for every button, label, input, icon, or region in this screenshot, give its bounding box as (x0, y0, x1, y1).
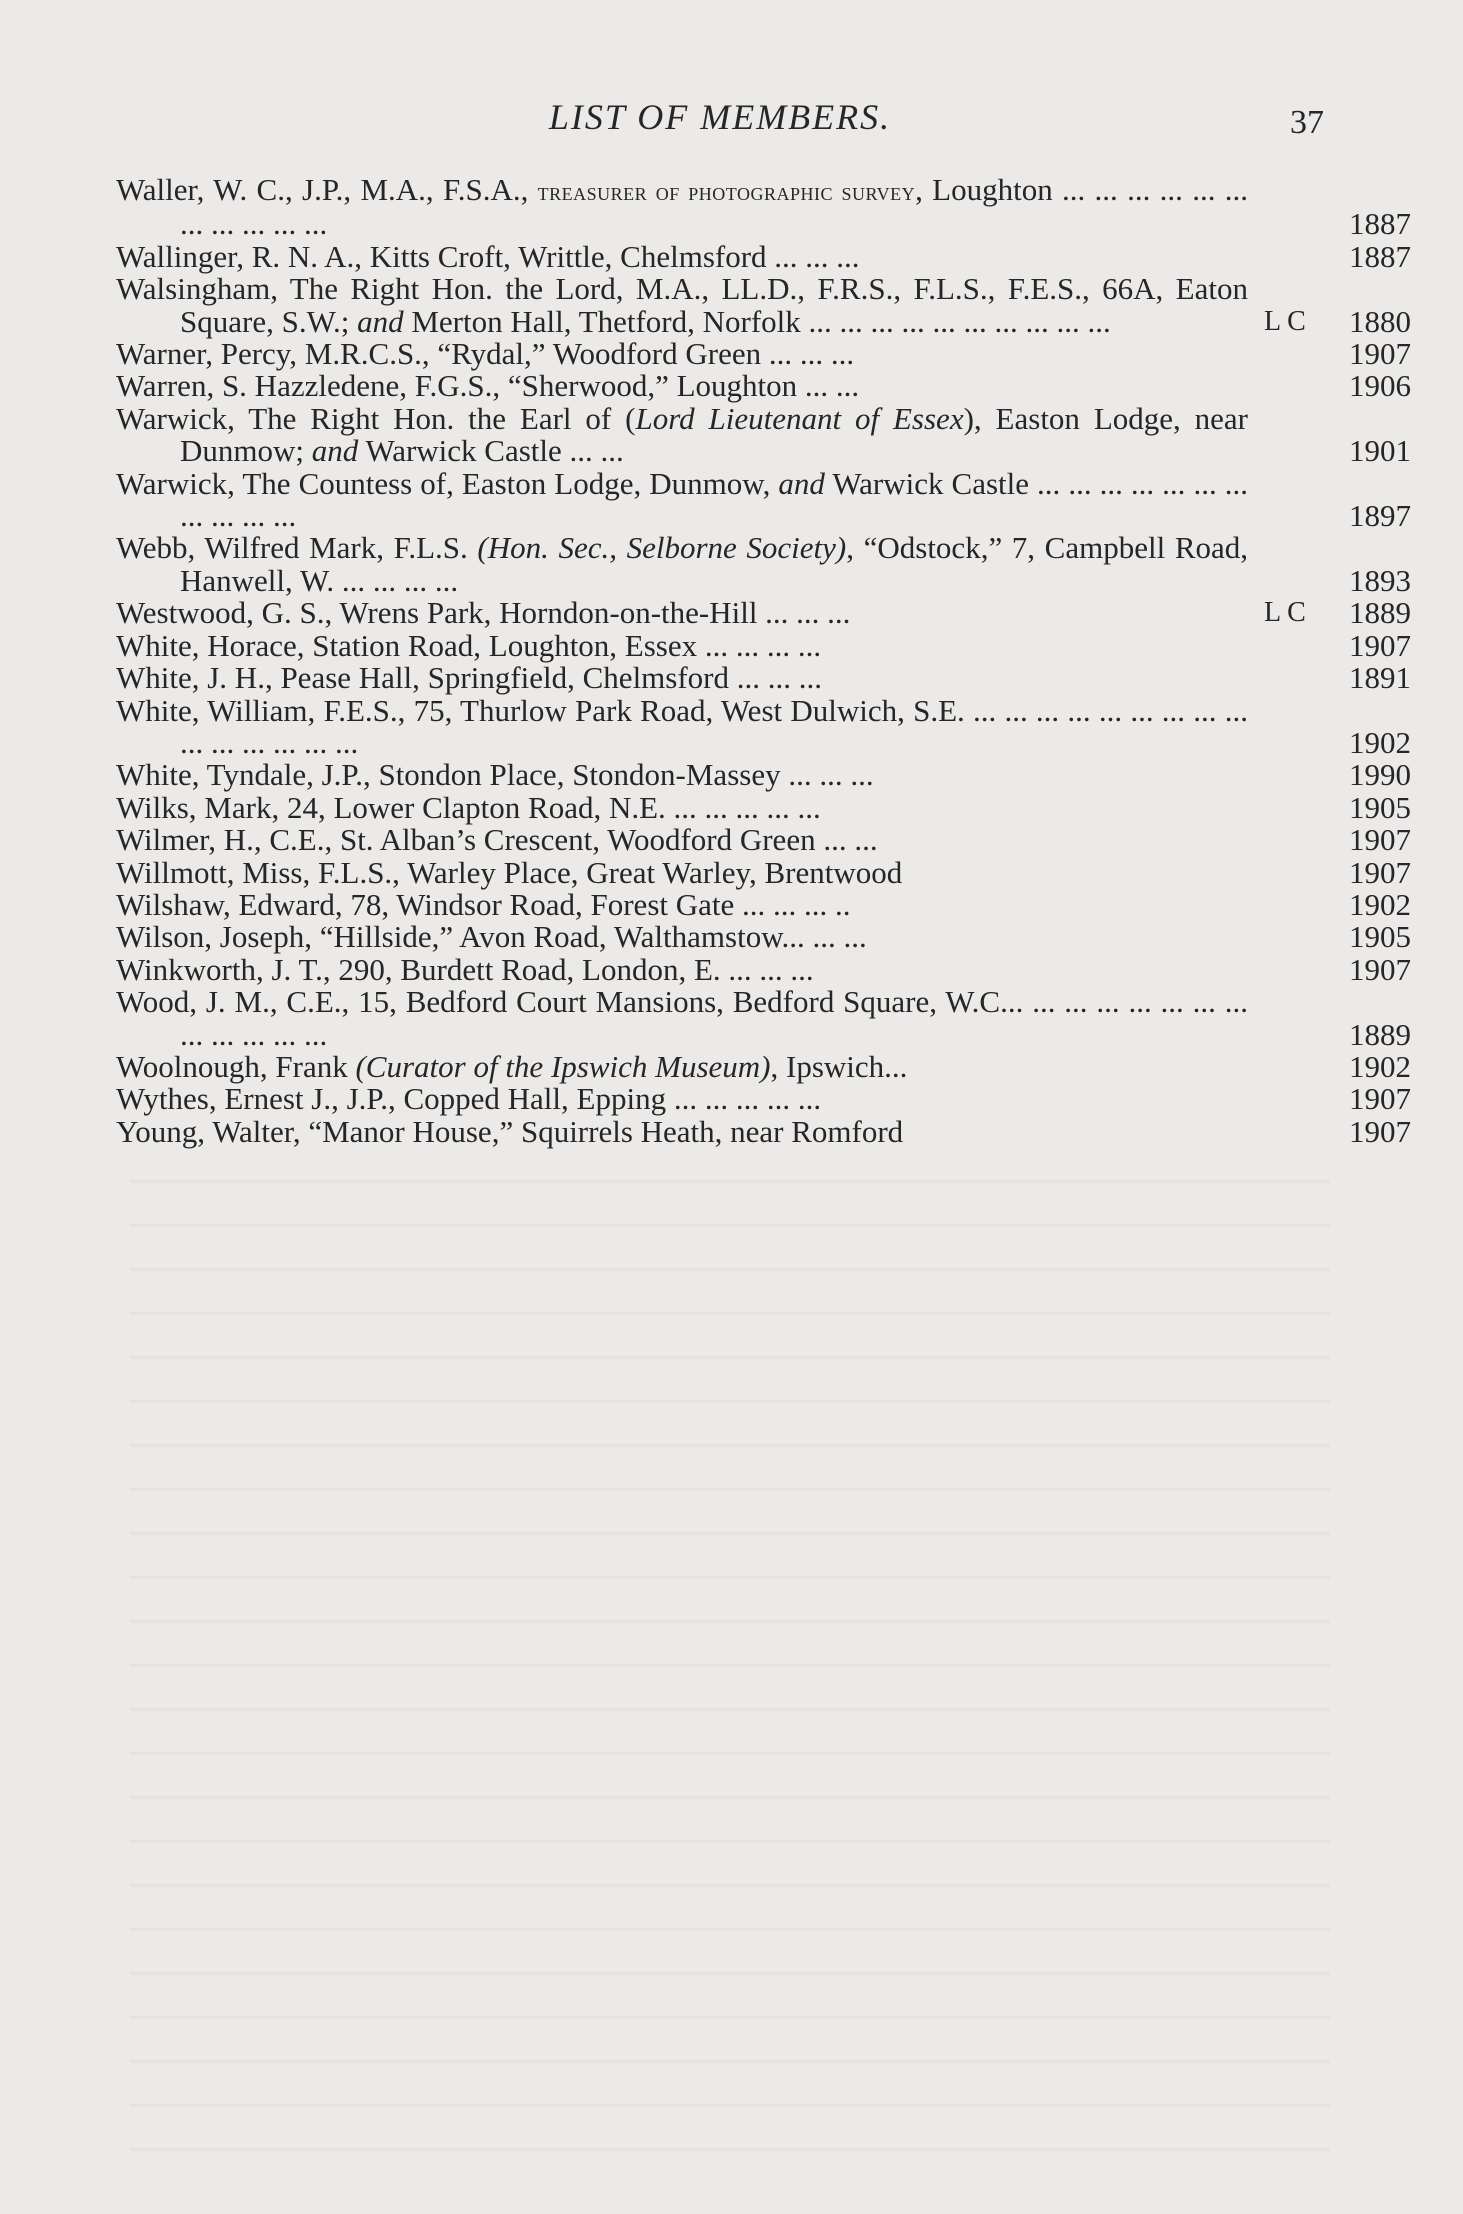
member-entry (116, 986, 1463, 1051)
entry-text: Winkworth, J. T., 290, Burdett Road, London, E. ... ... ... (116, 951, 814, 987)
member-entry (116, 789, 1463, 825)
member-details (116, 886, 1248, 922)
entry-text: , Loughton ... ... ... ... ... ... ... ... ... ... ... (180, 172, 1248, 242)
member-year: 1889 (1349, 595, 1411, 631)
member-year: 1891 (1349, 660, 1411, 696)
member-details (116, 370, 1248, 402)
member-entry (116, 951, 1463, 987)
entry-text: Wilks, Mark, 24, Lower Clapton Road, N.E. ... ... ... ... ... (116, 789, 821, 825)
entry-text: White, William, F.E.S., 75, Thurlow Park Road, West Dulwich, S.E. ... ... ... ... ... ... ... ... ... ... ... ... ... ... ... (116, 692, 1248, 760)
member-details (116, 692, 1248, 760)
entry-text: Wilson, Joseph, “Hillside,” Avon Road, Walthamstow... ... ... (116, 919, 867, 955)
member-year: 1907 (1349, 854, 1411, 890)
member-year: 1889 (1349, 1016, 1411, 1052)
member-entry (116, 692, 1463, 760)
member-year: 1905 (1349, 789, 1411, 825)
member-year: 1990 (1349, 757, 1411, 793)
member-year: 1902 (1349, 886, 1411, 922)
member-year: 1905 (1349, 919, 1411, 955)
member-details (116, 759, 1248, 791)
page-number: 37 (1290, 104, 1324, 141)
member-entry (116, 465, 1463, 534)
member-entry (116, 532, 1463, 597)
entry-text: Warwick, The Countess of, Easton Lodge, Dunmow, (116, 465, 779, 501)
member-entry (116, 338, 1463, 370)
member-flag: L C (1264, 597, 1306, 629)
entry-text: Warren, S. Hazzledene, F.G.S., “Sherwood,” Loughton ... ... (116, 368, 860, 404)
entry-text: Wood, J. M., C.E., 15, Bedford Court Mansions, Bedford Square, W.C... ... ... ... ... ... ... ... ... ... ... ... ... (116, 984, 1248, 1052)
entry-text: , Ipswich... (770, 1048, 908, 1084)
member-entry (116, 400, 1463, 469)
entry-text: White, Tyndale, J.P., Stondon Place, Stondon-Massey ... ... ... (116, 757, 874, 793)
member-year: 1893 (1349, 562, 1411, 598)
member-year: 1897 (1349, 498, 1411, 534)
entry-text: White, Horace, Station Road, Loughton, Essex ... ... ... ... (116, 627, 822, 663)
member-details (116, 627, 1248, 663)
member-details (116, 174, 1248, 241)
member-entry (116, 1113, 1463, 1149)
entry-text: Warwick Castle ... ... (358, 433, 624, 469)
member-entry (116, 886, 1463, 922)
member-year: 1901 (1349, 433, 1411, 469)
member-entry (116, 627, 1463, 663)
member-year: 1907 (1349, 1081, 1411, 1117)
entry-italic: and (778, 465, 825, 501)
member-entry (116, 238, 1463, 274)
entry-text: Waller, W. C., J.P., M.A., F.S.A., (116, 172, 538, 207)
entry-text: Westwood, G. S., Wrens Park, Horndon-on-the-Hill ... ... ... (116, 595, 851, 631)
entry-italic: and (311, 433, 359, 469)
member-details (116, 532, 1248, 597)
member-entry (116, 759, 1463, 791)
entry-text: Warwick, The Right Hon. the Earl of ( (116, 400, 636, 436)
member-entry (116, 1083, 1463, 1115)
member-details (116, 662, 1248, 694)
member-entry (116, 824, 1463, 856)
member-flag: L C (1264, 305, 1306, 337)
member-details (116, 921, 1248, 953)
member-details (116, 1048, 1248, 1084)
reverse-page-show-through (130, 1180, 1330, 2160)
member-entry (116, 174, 1463, 241)
entry-italic: Lord Lieutenant of Essex (635, 400, 964, 436)
member-entry (116, 273, 1463, 338)
member-details (116, 789, 1248, 825)
member-year: 1902 (1349, 1048, 1411, 1084)
entry-italic: (Hon. Sec., Selborne Society) (477, 530, 847, 566)
member-year: 1887 (1349, 238, 1411, 274)
member-year: 1907 (1349, 951, 1411, 987)
member-details (116, 986, 1248, 1051)
member-details (116, 824, 1248, 856)
member-details (116, 273, 1248, 338)
entry-italic: and (357, 303, 404, 339)
entry-text: Warwick Castle ... ... ... ... ... ... ... ... ... ... ... (180, 465, 1248, 534)
member-year: 1907 (1349, 1113, 1411, 1149)
entry-text: Young, Walter, “Manor House,” Squirrels Heath, near Romford (116, 1113, 904, 1149)
running-title: LIST OF MEMBERS. (548, 97, 892, 137)
member-year: 1880 (1349, 303, 1411, 339)
member-entry (116, 921, 1463, 953)
member-entry (116, 854, 1463, 890)
entry-italic: (Curator of the Ipswich Museum) (355, 1048, 771, 1084)
entry-text: Webb, Wilfred Mark, F.L.S. (116, 530, 478, 566)
entry-text: Wilshaw, Edward, 78, Windsor Road, Forest Gate ... ... ... .. (116, 886, 851, 922)
member-year: 1902 (1349, 724, 1411, 760)
page-header (0, 96, 1463, 146)
member-year: 1907 (1349, 822, 1411, 858)
entry-text: Warner, Percy, M.R.C.S., “Rydal,” Woodford Green ... ... ... (116, 336, 855, 372)
entry-text: Wallinger, R. N. A., Kitts Croft, Writtle, Chelmsford ... ... ... (116, 238, 860, 274)
entry-text: Woolnough, Frank (116, 1048, 356, 1084)
member-details (116, 597, 1248, 629)
member-entry (116, 662, 1463, 694)
member-year: 1906 (1349, 368, 1411, 404)
entry-text: Merton Hall, Thetford, Norfolk ... ... ... ... ... ... ... ... ... ... (403, 303, 1111, 339)
member-details (116, 238, 1248, 274)
entry-text: Wythes, Ernest J., J.P., Copped Hall, Epping ... ... ... ... ... (116, 1081, 822, 1117)
member-year: 1907 (1349, 627, 1411, 663)
member-list (0, 174, 1463, 1148)
member-year: 1887 (1349, 206, 1411, 242)
member-details (116, 1083, 1248, 1115)
entry-text: Willmott, Miss, F.L.S., Warley Place, Great Warley, Brentwood (116, 854, 903, 890)
entry-text: ), Easton Lodge, near Dunmow; (180, 400, 1249, 469)
entry-text: Wilmer, H., C.E., St. Alban’s Crescent, Woodford Green ... ... (116, 822, 878, 858)
member-entry (116, 597, 1463, 629)
member-year: 1907 (1349, 336, 1411, 372)
entry-office: treasurer of photographic survey (537, 177, 916, 206)
member-details (116, 1113, 1248, 1149)
member-details (116, 951, 1248, 987)
entry-text: Walsingham, The Right Hon. the Lord, M.A., LL.D., F.R.S., F.L.S., F.E.S., 66A, Eaton Square, S.W.; (116, 271, 1248, 339)
entry-text: White, J. H., Pease Hall, Springfield, Chelmsford ... ... ... (116, 660, 823, 696)
member-details (116, 400, 1249, 469)
member-details (116, 465, 1248, 534)
member-details (116, 854, 1248, 890)
member-entry (116, 370, 1463, 402)
entry-text: , “Odstock,” 7, Campbell Road, Hanwell, W. ... ... ... ... (180, 530, 1248, 598)
member-entry (116, 1048, 1463, 1084)
member-details (116, 338, 1248, 370)
